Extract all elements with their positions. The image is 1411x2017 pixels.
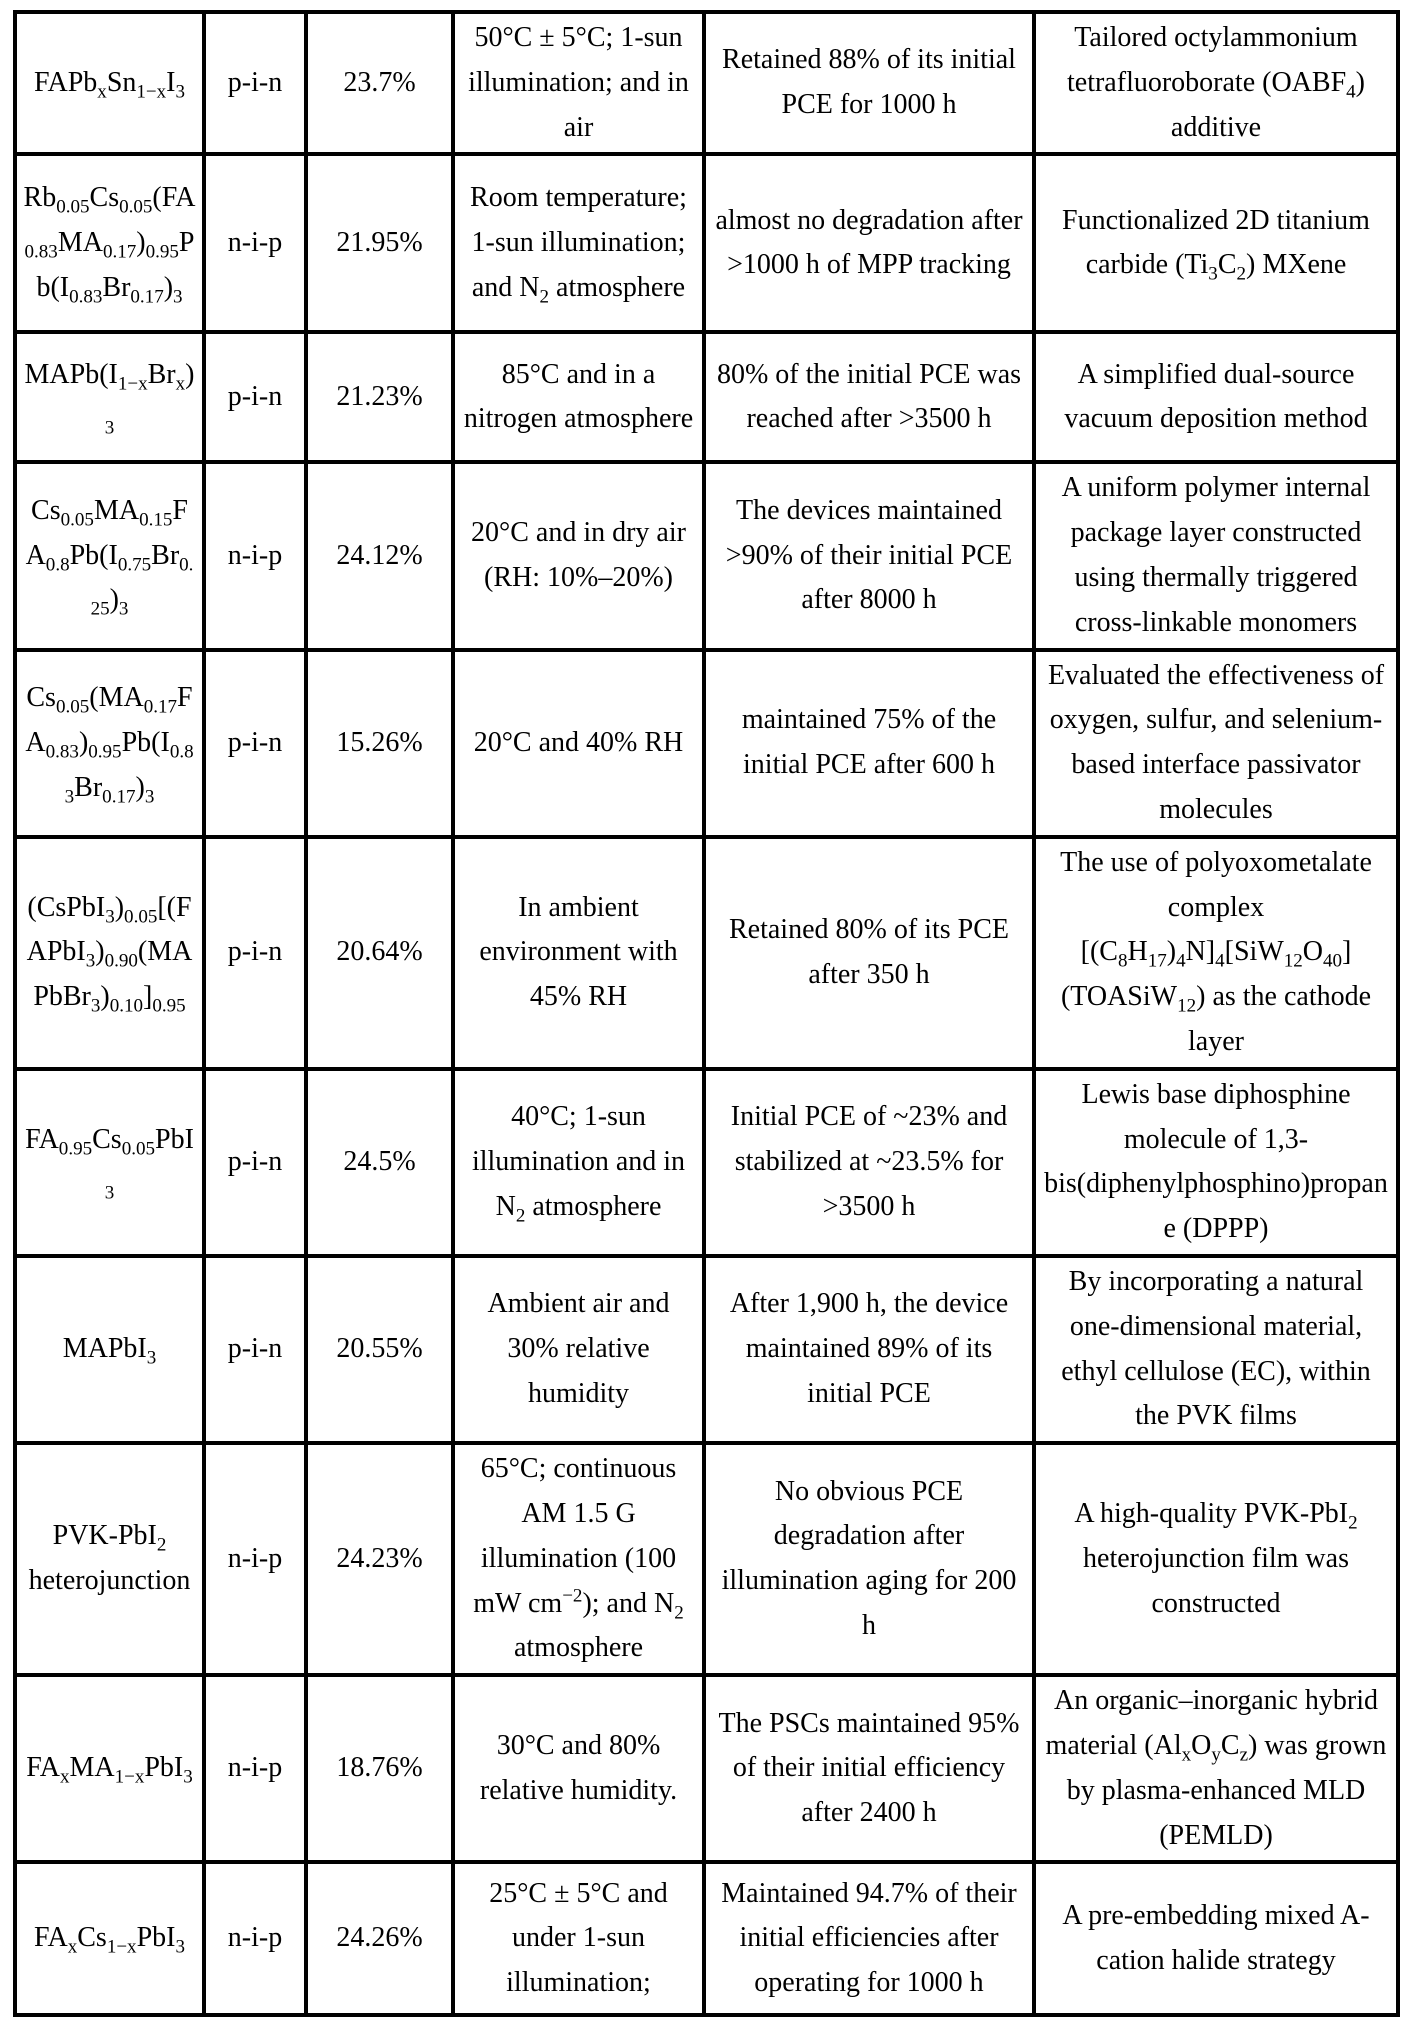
conditions-cell: 65°C; continuous AM 1.5 G illumination (100 mW $cm^{-2}$); and $N_2$ atmosphere xyxy=(453,1443,704,1675)
stability-cell: Initial PCE of ~23% and stabilized at ~23.5% for >3500 h xyxy=(704,1069,1034,1256)
table-row xyxy=(15,154,1398,332)
table-row xyxy=(15,462,1398,649)
conditions-cell: 20°C and in dry air (RH: 10%–20%) xyxy=(453,462,704,649)
pce-cell: 23.7% xyxy=(306,12,453,154)
conditions-cell: 25°C ± 5°C and under 1-sun illumination; xyxy=(453,1862,704,2015)
composition-cell: $FAPb_xSn_{1-x}I_3$ xyxy=(15,12,204,154)
strategy-cell: By incorporating a natural one-dimensional material, ethyl cellulose (EC), within the PVK films xyxy=(1034,1256,1398,1443)
table-row xyxy=(15,332,1398,462)
pce-cell: 24.23% xyxy=(306,1443,453,1675)
strategy-cell: A high-quality PVK-PbI$_2$ heterojunction film was constructed xyxy=(1034,1443,1398,1675)
structure-cell: p-i-n xyxy=(204,837,306,1069)
table-row xyxy=(15,1069,1398,1256)
pce-cell: 24.12% xyxy=(306,462,453,649)
stability-cell: Retained 80% of its PCE after 350 h xyxy=(704,837,1034,1069)
structure-cell: p-i-n xyxy=(204,332,306,462)
composition-cell: $MAPb(I_{1-x}Br_x)_3$ xyxy=(15,332,204,462)
pce-cell: 24.5% xyxy=(306,1069,453,1256)
conditions-cell: 85°C and in a nitrogen atmosphere xyxy=(453,332,704,462)
strategy-cell: A pre-embedding mixed A-cation halide strategy xyxy=(1034,1862,1398,2015)
conditions-cell: Room temperature; 1-sun illumination; and $N_2$ atmosphere xyxy=(453,154,704,332)
pce-cell: 21.95% xyxy=(306,154,453,332)
structure-cell: n-i-p xyxy=(204,1675,306,1862)
composition-cell: $Rb_{0.05}Cs_{0.05}(FA_{0.83}MA_{0.17})_{0.95}Pb(I_{0.83}Br_{0.17})_3$ xyxy=(15,154,204,332)
table-row xyxy=(15,1256,1398,1443)
conditions-cell: Ambient air and 30% relative humidity xyxy=(453,1256,704,1443)
composition-cell: $Cs_{0.05}(MA_{0.17}FA_{0.83})_{0.95}Pb(I_{0.83}Br_{0.17})_3$ xyxy=(15,650,204,837)
conditions-cell: 50°C ± 5°C; 1-sun illumination; and in air xyxy=(453,12,704,154)
table-row xyxy=(15,1443,1398,1675)
structure-cell: p-i-n xyxy=(204,1069,306,1256)
strategy-cell: A simplified dual-source vacuum deposition method xyxy=(1034,332,1398,462)
composition-cell: $FA_xMA_{1-x}PbI_3$ xyxy=(15,1675,204,1862)
pce-cell: 15.26% xyxy=(306,650,453,837)
conditions-cell: 20°C and 40% RH xyxy=(453,650,704,837)
strategy-cell: A uniform polymer internal package layer constructed using thermally triggered cross-linkable monomers xyxy=(1034,462,1398,649)
stability-cell: Retained 88% of its initial PCE for 1000 h xyxy=(704,12,1034,154)
table-row xyxy=(15,1675,1398,1862)
strategy-cell: Lewis base diphosphine molecule of 1,3-bis(diphenylphosphino)propane (DPPP) xyxy=(1034,1069,1398,1256)
strategy-cell: An organic–inorganic hybrid material $(Al_xO_yC_z)$ was grown by plasma-enhanced MLD (PEMLD) xyxy=(1034,1675,1398,1862)
table-row xyxy=(15,837,1398,1069)
pce-cell: 18.76% xyxy=(306,1675,453,1862)
stability-cell: almost no degradation after >1000 h of MPP tracking xyxy=(704,154,1034,332)
pce-cell: 20.55% xyxy=(306,1256,453,1443)
stability-cell: After 1,900 h, the device maintained 89% of its initial PCE xyxy=(704,1256,1034,1443)
composition-cell: PVK-PbI$_2$ heterojunction xyxy=(15,1443,204,1675)
table-row xyxy=(15,650,1398,837)
psc-stability-table xyxy=(13,10,1400,2017)
stability-cell: Maintained 94.7% of their initial efficiencies after operating for 1000 h xyxy=(704,1862,1034,2015)
structure-cell: p-i-n xyxy=(204,12,306,154)
composition-cell: $Cs_{0.05}MA_{0.15}FA_{0.8}Pb(I_{0.75}Br_{0.25})_3$ xyxy=(15,462,204,649)
conditions-cell: In ambient environment with 45% RH xyxy=(453,837,704,1069)
pce-cell: 21.23% xyxy=(306,332,453,462)
stability-cell: No obvious PCE degradation after illumination aging for 200 h xyxy=(704,1443,1034,1675)
stability-cell: The devices maintained >90% of their initial PCE after 8000 h xyxy=(704,462,1034,649)
stability-cell: 80% of the initial PCE was reached after >3500 h xyxy=(704,332,1034,462)
composition-cell: $FA_{0.95}Cs_{0.05}PbI_3$ xyxy=(15,1069,204,1256)
structure-cell: n-i-p xyxy=(204,154,306,332)
structure-cell: p-i-n xyxy=(204,650,306,837)
composition-cell: MAPbI$_3$ xyxy=(15,1256,204,1443)
composition-cell: $FA_xCs_{1-x}PbI_3$ xyxy=(15,1862,204,2015)
strategy-cell: Tailored octylammonium tetrafluoroborate $(OABF_4)$ additive xyxy=(1034,12,1398,154)
table-row xyxy=(15,1862,1398,2015)
pce-cell: 24.26% xyxy=(306,1862,453,2015)
structure-cell: n-i-p xyxy=(204,1443,306,1675)
structure-cell: n-i-p xyxy=(204,1862,306,2015)
table-row xyxy=(15,12,1398,154)
stability-cell: The PSCs maintained 95% of their initial efficiency after 2400 h xyxy=(704,1675,1034,1862)
strategy-cell: Evaluated the effectiveness of oxygen, sulfur, and selenium-based interface passivator molecules xyxy=(1034,650,1398,837)
pce-cell: 20.64% xyxy=(306,837,453,1069)
structure-cell: p-i-n xyxy=(204,1256,306,1443)
strategy-cell: The use of polyoxometalate complex $[(C_8H_{17})_4N]_4[SiW_{12}O_{40}]$ (TOASiW$_{12}$) as the cathode layer xyxy=(1034,837,1398,1069)
stability-cell: maintained 75% of the initial PCE after 600 h xyxy=(704,650,1034,837)
conditions-cell: 40°C; 1-sun illumination and in $N_2$ atmosphere xyxy=(453,1069,704,1256)
structure-cell: n-i-p xyxy=(204,462,306,649)
conditions-cell: 30°C and 80% relative humidity. xyxy=(453,1675,704,1862)
composition-cell: $(CsPbI_3)_{0.05}[(FAPbI_3)_{0.90}(MAPbBr_3)_{0.10}]_{0.95}$ xyxy=(15,837,204,1069)
strategy-cell: Functionalized 2D titanium carbide $(Ti_3C_2)$ MXene xyxy=(1034,154,1398,332)
